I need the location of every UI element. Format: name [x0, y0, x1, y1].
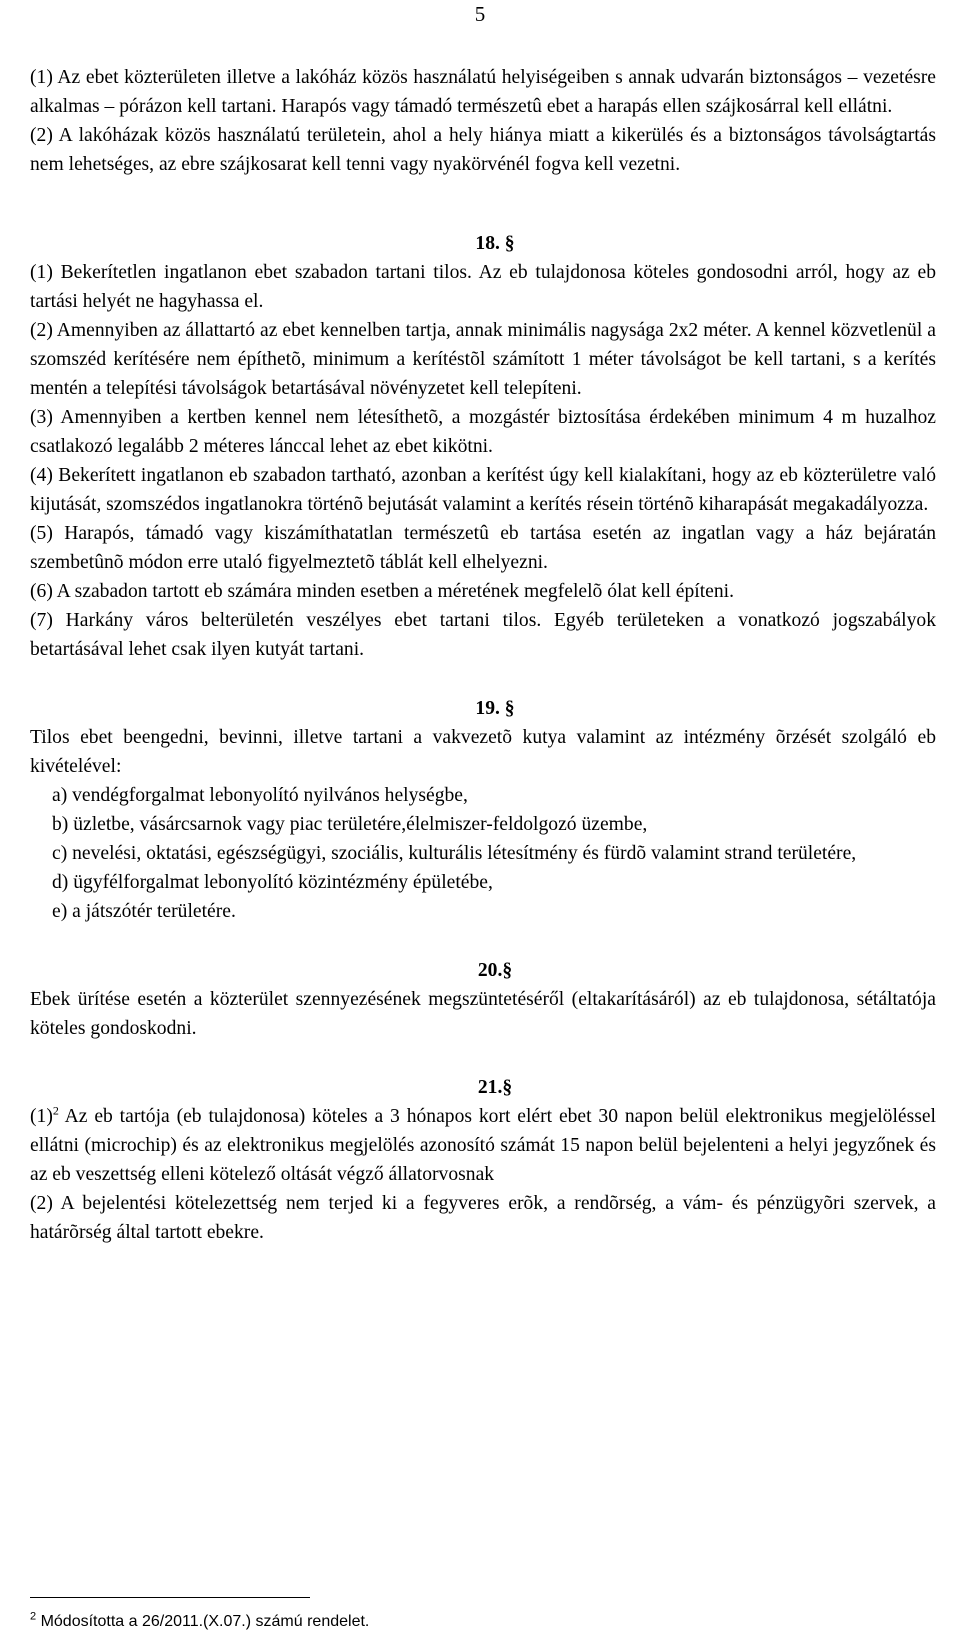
sec19-item-e: e) a játszótér területére.: [52, 901, 236, 922]
footnote: [30, 1610, 370, 1631]
sec18-paragraph-1: (1) Bekerítetlen ingatlanon ebet szabadon tartani tilos. Az eb tulajdonosa köteles gondosodni arról, hogy az eb tartási helyét ne hagyhassa el.: [30, 262, 936, 312]
sec21-paragraph-1: [30, 1102, 936, 1189]
sec18-paragraph-6: (6) A szabadon tartott eb számára minden esetben a méretének megfelelõ ólat kell építeni.: [30, 581, 735, 602]
section-heading-18: 18. §: [475, 233, 515, 254]
sec19-item-d: d) ügyfélforgalmat lebonyolító közintézmény épületébe,: [52, 872, 493, 893]
section-gap: [30, 926, 936, 956]
sec18-paragraph-3: (3) Amennyiben a kertben kennel nem létesíthetõ, a mozgástér biztosítása érdekében minimum 4 m huzalhoz csatlakozó legalább 2 méteres lánccal lehet az ebet kikötni.: [30, 407, 936, 457]
section-gap: [30, 1043, 936, 1073]
sec19-item-b: b) üzletbe, vásárcsarnok vagy piac területére,élelmiszer-feldolgozó üzembe,: [52, 814, 648, 835]
sec17-paragraph-2: (2) A lakóházak közös használatú területein, ahol a hely hiánya miatt a kikerülés és a biztonságos távolságtartás nem lehetséges, az ebre szájkosarat kell tenni vagy nyakörvénél fogva kell vezetni.: [30, 125, 936, 175]
sec19-item-a: a) vendégforgalmat lebonyolító nyilvános helységbe,: [52, 785, 468, 806]
sec20-paragraph: Ebek ürítése esetén a közterület szennyezésének megszüntetéséről (eltakarításáról) az eb tulajdonosa, sétáltatója köteles gondoskodni.: [30, 989, 936, 1039]
section-gap: [30, 664, 936, 694]
sec19-intro: Tilos ebet beengedni, bevinni, illetve tartani a vakvezetõ kutya valamint az intézmény õrzését szolgáló eb kivételével:: [30, 727, 936, 777]
sec19-item-c: c) nevelési, oktatási, egészségügyi, szociális, kulturális létesítmény és fürdõ valamint strand területére,: [52, 843, 857, 864]
footnote-separator: [30, 1597, 310, 1598]
section-heading-21: 21.§: [477, 1077, 513, 1098]
section-heading-20: 20.§: [477, 960, 513, 981]
document-body: [30, 63, 936, 1247]
sec21-p1-prefix: (1): [30, 1106, 53, 1127]
sec18-paragraph-5: (5) Harapós, támadó vagy kiszámíthatatlan természetû eb tartása esetén az ingatlan vagy a ház bejáratán szembetûnõ módon erre utaló figyelmeztetõ táblát kell elhelyezni.: [30, 523, 936, 573]
sec18-paragraph-7: (7) Harkány város belterületén veszélyes ebet tartani tilos. Egyéb területeken a vonatkozó jogszabályok betartásával lehet csak ilyen kutyát tartani.: [30, 610, 936, 660]
sec18-paragraph-2: (2) Amennyiben az állattartó az ebet kennelben tartja, annak minimális nagysága 2x2 méter. A kennel közvetlenül a szomszéd kerítésére nem építhetõ, minimum a kerítéstõl számított 1 méter távolságot be kell tartani, s a kerítés mentén a telepítési távolságok betartásával növényzetet kell telepíteni.: [30, 320, 936, 399]
footnote-reference[interactable]: 2: [52, 1103, 59, 1118]
sec18-paragraph-4: (4) Bekerített ingatlanon eb szabadon tartható, azonban a kerítést úgy kell kialakítani, hogy az eb közterületre való kijutását, szomszédos ingatlanokra történõ bejutását valamint a kerítés résein történõ kiharapását megakadályozza.: [30, 465, 936, 515]
sec21-p1-text: Az eb tartója (eb tulajdonosa) köteles a 3 hónapos kort elért ebet 30 napon belül elektronikus megjelöléssel ellátni (microchip) és az elektronikus megjelölés azonosító számát 15 napon belül bejelenteni a helyi jegyzőnek és az eb veszettség elleni kötelező oltását végző állatorvosnak: [30, 1106, 936, 1185]
page-number: 5: [474, 2, 486, 26]
footnote-text: Módosította a 26/2011.(X.07.) számú rendelet.: [36, 1613, 370, 1630]
sec21-paragraph-2: (2) A bejelentési kötelezettség nem terjed ki a fegyveres erõk, a rendõrség, a vám- és pénzügyõri szervek, a határõrség által tartott ebekre.: [30, 1193, 936, 1243]
section-gap: [30, 179, 936, 229]
section-heading-19: 19. §: [475, 698, 515, 719]
footnote-number: 2: [30, 1610, 37, 1623]
sec17-paragraph-1: (1) Az ebet közterületen illetve a lakóház közös használatú helyiségeiben s annak udvarán biztonságos – vezetésre alkalmas – pórázon kell tartani. Harapós vagy támadó természetû ebet a harapás ellen szájkosárral kell ellátni.: [30, 67, 936, 117]
